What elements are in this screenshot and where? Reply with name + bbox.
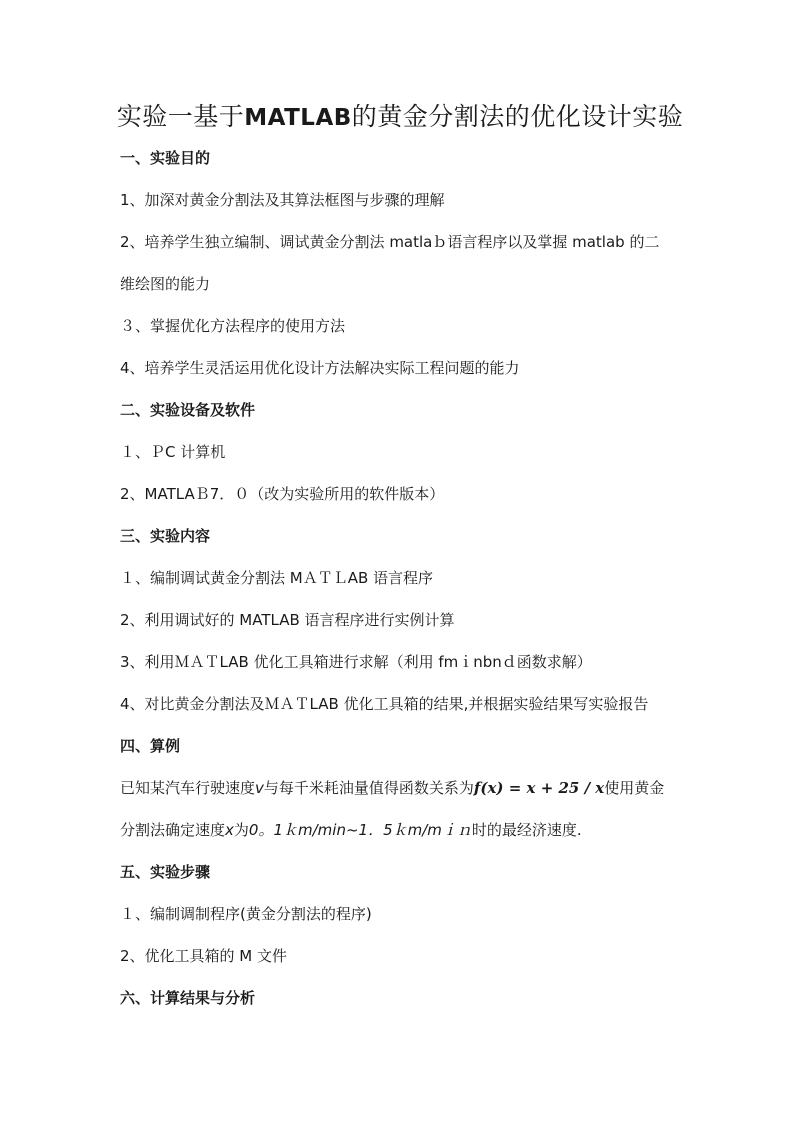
example-text-1c: 使用黄金 (604, 779, 665, 797)
section-heading-equipment: 二、实验设备及软件 (120, 401, 256, 419)
title-part2: MATLAB (244, 105, 352, 131)
purpose-item-4: 4、培养学生灵活运用优化设计方法解决实际工程问题的能力 (120, 359, 520, 377)
purpose-item-2-cont: 维绘图的能力 (120, 275, 211, 293)
example-line-1 (120, 777, 690, 799)
example-text-2b: 为 (233, 821, 249, 839)
title-part3: 的黄金分割法的优化设计实验 (351, 102, 684, 131)
content-item-2: 2、利用调试好的 MATLAB 语言程序进行实例计算 (120, 611, 455, 629)
example-line-2 (120, 819, 690, 841)
section-heading-example: 四、算例 (120, 737, 181, 755)
section-heading-purpose: 一、实验目的 (120, 149, 211, 167)
title-part1: 实验一基于 (116, 102, 245, 131)
example-text-2c: 时的最经济速度. (471, 821, 582, 839)
purpose-item-1: 1、加深对黄金分割法及其算法框图与步骤的理解 (120, 191, 445, 209)
purpose-item-3: ３、掌握优化方法程序的使用方法 (120, 317, 346, 335)
purpose-item-2: 2、培养学生独立编制、调试黄金分割法 matlaｂ语言程序以及掌握 matlab 的二 (120, 233, 660, 251)
example-formula: f(x) = x + 25 / x (473, 779, 605, 797)
equipment-item-2: 2、MATLAＢ7．０（改为实验所用的软件版本） (120, 485, 445, 503)
example-range: 0。1ｋm/min~1．5ｋm/mｉｎ (248, 821, 472, 839)
document-title (0, 100, 800, 135)
section-heading-content: 三、实验内容 (120, 527, 211, 545)
example-var-v: v (255, 779, 264, 797)
content-item-4: 4、对比黄金分割法及ＭＡＴLAB 优化工具箱的结果,并根据实验结果写实验报告 (120, 695, 649, 713)
steps-item-2: 2、优化工具箱的 M 文件 (120, 947, 288, 965)
content-item-3: 3、利用ＭＡＴLAB 优化工具箱进行求解（利用 fmｉnbnｄ函数求解） (120, 653, 592, 671)
section-heading-results: 六、计算结果与分析 (120, 989, 256, 1007)
example-text-1a: 已知某汽车行驶速度 (120, 779, 256, 797)
steps-item-1: １、编制调制程序(黄金分割法的程序) (120, 905, 372, 923)
example-var-x: x (225, 821, 234, 839)
example-text-1b: 与每千米耗油量值得函数关系为 (263, 779, 474, 797)
equipment-item-1: １、ＰC 计算机 (120, 443, 226, 461)
example-text-2a: 分割法确定速度 (120, 821, 226, 839)
content-item-1: １、编制调试黄金分割法 MＡＴＬAB 语言程序 (120, 569, 434, 587)
section-heading-steps: 五、实验步骤 (120, 863, 211, 881)
